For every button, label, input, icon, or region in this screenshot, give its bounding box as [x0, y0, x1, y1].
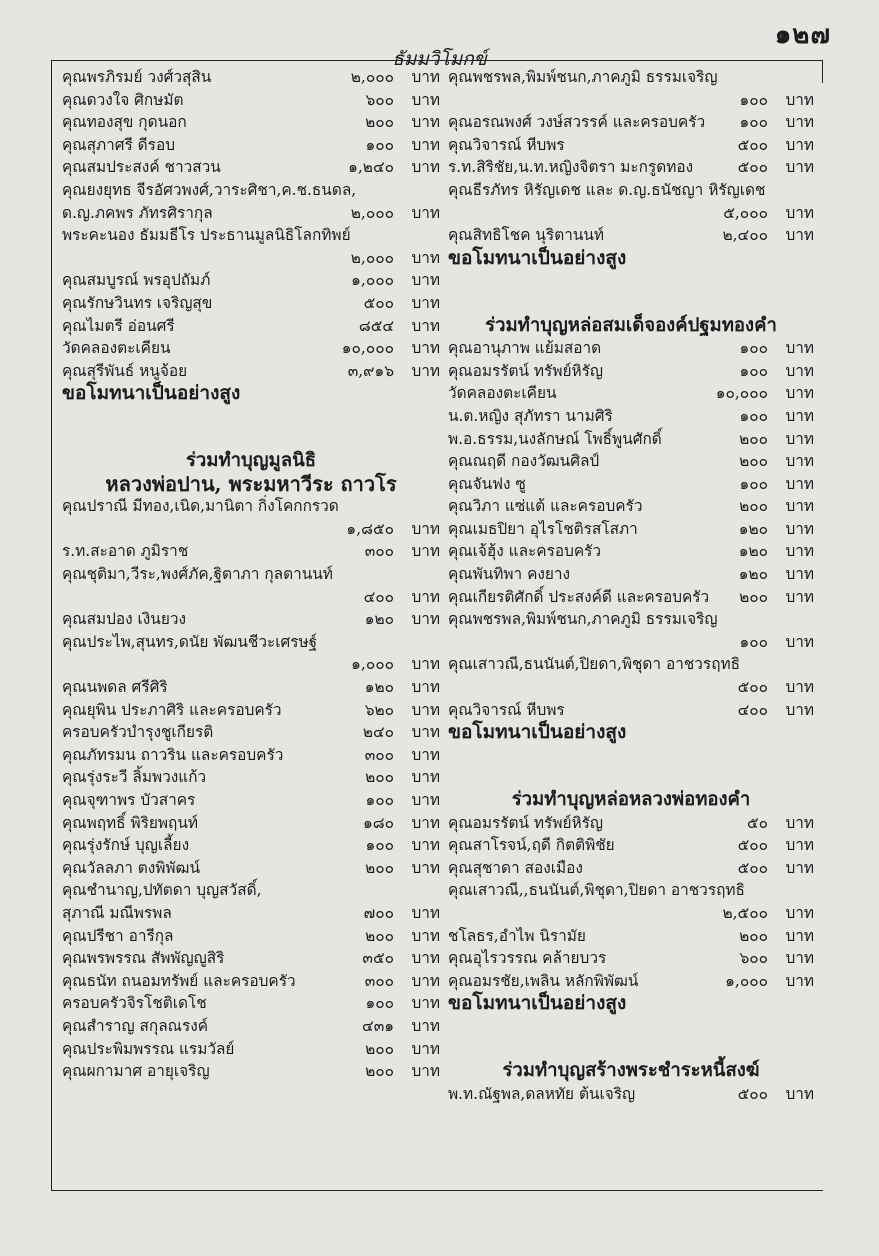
currency-unit: บาท [411, 135, 440, 154]
donor-name: คุณณฤดี กองวัฒนศิลป์ [448, 452, 600, 471]
donor-name: คุณธนัท ถนอมทรัพย์ และครอบครัว [62, 971, 296, 990]
donor-name: ด.ญ.ภคพร ภัทรศิรากุล [62, 203, 213, 222]
donor-name: คุณสมบูรณ์ พรอุปถัมภ์ [62, 271, 211, 290]
donation-amount: ๔๐๐ [737, 700, 768, 719]
donation-amount: ๒๐๐ [365, 926, 394, 945]
currency-unit: บาท [785, 135, 814, 154]
donor-entry [448, 676, 814, 699]
donation-amount: ๖๐๐ [365, 90, 394, 109]
donor-name: คุณภัทรมน ถาวริน และครอบครัว [62, 745, 284, 764]
donor-entry [448, 111, 814, 134]
donor-entry [448, 631, 814, 654]
donor-name: คุณวิจารณ์ หีบพร [448, 700, 565, 719]
currency-unit: บาท [411, 90, 440, 109]
donor-name: คุณเสาวณี,ธนนันต์,ปิยดา,พิชุดา อาชวรฤทธิ [448, 655, 741, 674]
donation-amount: ๒๐๐ [365, 768, 394, 787]
donor-name: คุณสมปอง เงินยวง [62, 610, 187, 629]
donor-name: คุณพชรพล,พิมพ์ชนก,ภาคภูมิ ธรรมเจริญ [448, 610, 718, 629]
donor-entry [448, 879, 814, 902]
donation-amount: ๓๐๐ [364, 542, 394, 561]
closing-line: ขอโมทนาเป็นอย่างสูง [448, 246, 627, 269]
donor-entry [448, 586, 814, 609]
currency-unit: บาท [411, 813, 440, 832]
donor-name: คุณวัลลภา ตงพิพัฒน์ [62, 858, 200, 877]
donor-entry [448, 1083, 814, 1106]
currency-unit: บาท [785, 452, 814, 471]
donor-entry [448, 179, 814, 202]
spacer [62, 428, 440, 451]
donor-name: คุณเจ้ฮุ้ง และครอบครัว [448, 542, 602, 561]
currency-unit: บาท [411, 1016, 440, 1035]
donor-entry [62, 744, 440, 767]
donor-entry [448, 925, 814, 948]
donor-name: คุณอุไรวรรณ คล้ายบวร [448, 949, 607, 968]
donor-entry [62, 518, 440, 541]
donation-amount: ๕๐๐ [737, 158, 768, 177]
donor-name: คุณยงยุทธ จีรอัศวพงศ์,วาระศิชา,ค.ช.ธนดล, [62, 180, 357, 199]
currency-unit: บาท [785, 836, 814, 855]
donor-name: คุณรักษวินทร เจริญสุข [62, 293, 213, 312]
donor-name: วัดคลองตะเคียน [448, 384, 557, 403]
donation-amount: ๒,๐๐๐ [350, 248, 394, 267]
donation-amount: ๑๘๐ [362, 813, 394, 832]
donor-name: คุณรุ่งระวี ลิ้มพวงแก้ว [62, 768, 207, 787]
donation-amount: ๔๓๑ [362, 1016, 394, 1035]
donor-name: ร.ท.สะอาด ภูมิราช [62, 542, 189, 561]
donation-amount: ๕๐๐ [737, 678, 768, 697]
donation-amount: ๒๐๐ [739, 587, 768, 606]
currency-unit: บาท [411, 316, 440, 335]
donor-name: ครอบครัวบำรุงชูเกียรติ [62, 723, 214, 742]
donation-amount: ๕,๐๐๐ [723, 203, 768, 222]
currency-unit: บาท [785, 949, 814, 968]
left-column [62, 66, 440, 1083]
spacer [448, 744, 814, 767]
donation-amount: ๑๐๐ [739, 474, 768, 493]
donor-entry [62, 202, 440, 225]
currency-unit: บาท [785, 1084, 814, 1103]
spacer [448, 269, 814, 292]
currency-unit: บาท [411, 203, 440, 222]
currency-unit: บาท [411, 926, 440, 945]
donation-amount: ๑๐๐ [739, 361, 768, 380]
donation-amount: ๑๒๐ [738, 565, 768, 584]
currency-unit: บาท [411, 293, 440, 312]
donation-amount: ๔๐๐ [363, 587, 394, 606]
donation-amount: ๑๒๐ [738, 542, 768, 561]
currency-unit: บาท [411, 971, 440, 990]
donation-amount: ๘๕๔ [358, 316, 394, 335]
donor-entry [62, 699, 440, 722]
donor-entry [62, 925, 440, 948]
right-border [822, 60, 823, 83]
closing-line: ขอโมทนาเป็นอย่างสูง [62, 382, 241, 405]
donor-name: ร.ท.สิริชัย,น.ท.หญิงจิตรา มะกรูดทอง [448, 158, 694, 177]
currency-unit: บาท [411, 610, 440, 629]
donor-entry [62, 66, 440, 89]
donation-amount: ๖๒๐ [364, 700, 394, 719]
donor-name: คุณชุติมา,วีระ,พงศ์ภัค,ฐิตาภา กุลตานนท์ [62, 565, 333, 584]
section-heading: ร่วมทำบุญหล่อหลวงพ่อทองคำ [511, 789, 751, 810]
donation-amount: ๑,๐๐๐ [351, 655, 394, 674]
section-heading: ร่วมทำบุญหล่อสมเด็จองค์ปฐมทองคำ [485, 314, 777, 336]
currency-unit: บาท [411, 836, 440, 855]
donor-name: คุณพรภิรมย์ วงศ์วสุสิน [62, 68, 212, 86]
top-rule [52, 60, 823, 61]
donor-entry [448, 156, 814, 179]
donor-entry [448, 224, 814, 247]
currency-unit: บาท [785, 361, 814, 380]
spacer [62, 405, 440, 428]
donor-name: คุณรุ่งรักษ์ บุญเลี้ยง [62, 836, 190, 855]
donor-entry [448, 360, 814, 383]
donor-entry [62, 89, 440, 112]
donor-name: คุณประไพ,สุนทร,ดนัย พัฒนชีวะเศรษฐ์ [62, 632, 318, 651]
donor-name: สุภาณี มณีพรพล [62, 903, 172, 922]
donor-name: ครอบครัวจิรโชติเดโช [62, 994, 207, 1013]
donor-name: คุณสุรีพันธ์ หนูจ้อย [62, 361, 188, 380]
donation-amount: ๕๐๐ [737, 858, 768, 877]
donor-entry [448, 518, 814, 541]
donor-name: พ.อ.ธรรม,นงลักษณ์ โพธิ์พูนศักดิ์ [448, 429, 662, 448]
donation-amount: ๑๒๐ [738, 519, 768, 538]
donor-entry [62, 540, 440, 563]
donor-entry [62, 857, 440, 880]
donor-entry [62, 676, 440, 699]
donor-entry [62, 1038, 440, 1061]
donor-entry [62, 947, 440, 970]
donor-name: คุณปราณี มีทอง,เนิด,มานิตา กิ่งโคกกรวด [62, 497, 339, 516]
donation-amount: ๓,๙๑๖ [347, 361, 394, 380]
currency-unit: บาท [411, 113, 440, 132]
currency-unit: บาท [785, 813, 814, 832]
donation-amount: ๕๐๐ [737, 836, 768, 855]
donor-name: คุณสุชาดา สองเมือง [448, 858, 583, 877]
donor-entry [62, 608, 440, 631]
donation-amount: ๑๐๐ [365, 836, 394, 855]
donor-name: คุณจุฑาพร บัวสาคร [62, 791, 196, 809]
donor-name: คุณปรีชา อารีกุล [62, 926, 174, 945]
donation-amount: ๒๐๐ [739, 497, 768, 516]
currency-unit: บาท [785, 903, 814, 922]
donation-amount: ๑๐๐ [739, 90, 768, 109]
donor-entry [62, 156, 440, 179]
donor-name: คุณพฤทธิ์ พิริยพฤนท์ [62, 813, 199, 832]
donor-entry [448, 653, 814, 676]
donation-amount: ๒๐๐ [365, 1062, 394, 1081]
currency-unit: บาท [411, 158, 440, 177]
donation-amount: ๑๐๐ [739, 406, 768, 425]
donation-amount: ๑๐๐ [739, 632, 768, 651]
currency-unit: บาท [411, 519, 440, 538]
donor-entry [448, 540, 814, 563]
donation-amount: ๕๐๐ [737, 135, 768, 154]
donation-amount: ๑๐๐ [739, 339, 768, 358]
currency-unit: บาท [411, 271, 440, 290]
donor-name: ชโลธร,อำไพ นิรามัย [448, 926, 586, 945]
donation-amount: ๑๐๐ [365, 791, 394, 809]
donor-entry [448, 857, 814, 880]
donor-entry [62, 111, 440, 134]
currency-unit: บาท [785, 90, 814, 109]
spacer [448, 1038, 814, 1061]
currency-unit: บาท [785, 926, 814, 945]
donor-entry [448, 902, 814, 925]
donor-name: คุณวิภา แซ่แต้ และครอบครัว [448, 497, 643, 516]
donor-name: คุณพชรพล,พิมพ์ชนก,ภาคภูมิ ธรรมเจริญ [448, 68, 718, 86]
currency-unit: บาท [785, 519, 814, 538]
donor-name: คุณอมรรัตน์ ทรัพย์หิรัญ [448, 361, 604, 380]
donor-name: คุณยุพิน ประภาศิริ และครอบครัว [62, 700, 282, 719]
donor-name: คุณจันฟง ซู [448, 474, 526, 493]
donor-entry [62, 337, 440, 360]
right-column [448, 66, 814, 1105]
donor-entry [448, 202, 814, 225]
donation-amount: ๑,๒๔๐ [348, 158, 394, 177]
donor-entry [448, 834, 814, 857]
donation-amount: ๒,๐๐๐ [350, 203, 394, 222]
donor-name: คุณผกามาศ อายุเจริญ [62, 1062, 210, 1081]
donor-name: คุณทองสุข กุดนอก [62, 113, 187, 132]
donation-amount: ๑๐๐ [365, 135, 394, 154]
donor-name: คุณพรพรรณ สัพพัญญูสิริ [62, 949, 225, 968]
donor-name: คุณอมรรัตน์ ทรัพย์หิรัญ [448, 813, 604, 832]
donation-amount: ๑,๘๕๐ [346, 519, 394, 538]
donor-name: คุณชำนาญ,ปทัตดา บุญสวัสดิ์, [62, 881, 262, 900]
donor-name: คุณอานุภาพ แย้มสอาด [448, 339, 602, 358]
donor-name: คุณวิจารณ์ หีบพร [448, 135, 565, 154]
currency-unit: บาท [785, 858, 814, 877]
currency-unit: บาท [785, 429, 814, 448]
donor-entry [448, 699, 814, 722]
left-border [51, 60, 52, 1191]
donor-entry [448, 337, 814, 360]
donation-amount: ๕๐ [746, 813, 768, 832]
donor-name: คุณนพดล ศรีศิริ [62, 678, 168, 697]
donation-amount: ๒๐๐ [365, 1039, 394, 1058]
spacer [448, 766, 814, 789]
currency-unit: บาท [411, 587, 440, 606]
donor-name: คุณสาโรจน์,ฤดี กิตติพิชัย [448, 836, 615, 855]
donor-entry [62, 834, 440, 857]
donor-entry [448, 405, 814, 428]
donor-entry [62, 134, 440, 157]
donation-amount: ๒๐๐ [739, 926, 768, 945]
currency-unit: บาท [411, 678, 440, 697]
donation-amount: ๑๒๐ [364, 678, 394, 697]
donor-name: คุณอรณพงศ์ วงษ์สวรรค์ และครอบครัว [448, 113, 706, 132]
donation-amount: ๒๔๐ [362, 723, 394, 742]
donor-entry [62, 902, 440, 925]
donor-name: คุณเมธปิยา อุไรโชติรสโสภา [448, 519, 638, 538]
currency-unit: บาท [411, 248, 440, 267]
donor-entry [62, 1015, 440, 1038]
donor-name: พระคะนอง ธัมมธีโร ประธานมูลนิธิโลกทิพย์ [62, 226, 351, 245]
currency-unit: บาท [785, 565, 814, 584]
donor-name: คุณพันทิพา คงยาง [448, 565, 571, 584]
currency-unit: บาท [411, 1039, 440, 1058]
spacer [448, 292, 814, 315]
donation-amount: ๑๐๐ [739, 113, 768, 132]
closing-line: ขอโมทนาเป็นอย่างสูง [448, 992, 627, 1015]
currency-unit: บาท [785, 158, 814, 177]
donor-entry [62, 586, 440, 609]
currency-unit: บาท [411, 68, 440, 86]
currency-unit: บาท [785, 542, 814, 561]
currency-unit: บาท [785, 384, 814, 403]
donor-name: คุณอมรชัย,เพลิน หลักพิพัฒน์ [448, 971, 639, 990]
donor-entry [62, 247, 440, 270]
currency-unit: บาท [785, 497, 814, 516]
running-head: ธัมมวิโมกข์ [392, 48, 487, 70]
currency-unit: บาท [411, 791, 440, 809]
currency-unit: บาท [411, 339, 440, 358]
donation-amount: ๗๐๐ [363, 903, 394, 922]
currency-unit: บาท [785, 678, 814, 697]
donation-amount: ๒๐๐ [739, 452, 768, 471]
currency-unit: บาท [411, 994, 440, 1013]
page-number: ๑๒๗ [774, 20, 831, 50]
donor-entry [62, 224, 440, 247]
donor-name: คุณประพิมพรรณ แรมวัลย์ [62, 1039, 235, 1058]
donor-entry [448, 450, 814, 473]
donor-entry [62, 563, 440, 586]
section-heading: ร่วมทำบุญสร้างพระชำระหนี้สงฆ์ [502, 1060, 760, 1082]
donation-amount: ๒,๐๐๐ [350, 68, 394, 86]
donor-entry [62, 766, 440, 789]
donor-entry [448, 428, 814, 451]
donor-name: คุณธีรภัทร หิรัญเดช และ ด.ญ.ธนัชญา หิรัญเดช [448, 180, 766, 199]
donor-entry [448, 947, 814, 970]
currency-unit: บาท [785, 203, 814, 222]
donor-entry [62, 631, 440, 654]
currency-unit: บาท [785, 339, 814, 358]
currency-unit: บาท [785, 226, 814, 245]
donor-entry [448, 812, 814, 835]
donation-amount: ๒๐๐ [365, 858, 394, 877]
currency-unit: บาท [411, 700, 440, 719]
section-heading: ร่วมทำบุญมูลนิธิ [185, 450, 317, 472]
currency-unit: บาท [785, 971, 814, 990]
donor-entry [62, 269, 440, 292]
donation-amount: ๒,๕๐๐ [722, 903, 768, 922]
donor-entry [62, 315, 440, 338]
donor-name: พ.ท.ณัฐพล,ดลหทัย ต้นเจริญ [448, 1084, 636, 1103]
donor-entry [62, 992, 440, 1015]
donor-entry [448, 66, 814, 89]
currency-unit: บาท [411, 361, 440, 380]
currency-unit: บาท [411, 903, 440, 922]
donor-name: คุณสุภาศรี ดีรอบ [62, 135, 175, 154]
donor-entry [62, 179, 440, 202]
donor-name: คุณเกียรติศักดิ์ ประสงค์ดี และครอบครัว [448, 587, 710, 606]
donation-amount: ๑,๐๐๐ [351, 271, 394, 290]
donor-name: คุณไมตรี อ่อนศรี [62, 316, 175, 335]
section-subheading: หลวงพ่อปาน, พระมหาวีระ ถาวโร [105, 471, 397, 496]
donor-entry [62, 653, 440, 676]
donor-entry [448, 382, 814, 405]
donor-entry [62, 789, 440, 812]
currency-unit: บาท [411, 655, 440, 674]
currency-unit: บาท [785, 632, 814, 651]
donor-entry [62, 812, 440, 835]
spacer [448, 1015, 814, 1038]
donor-name: คุณสำราญ สกุลณรงค์ [62, 1016, 209, 1035]
donor-name: คุณเสาวณี,,ธนนันต์,พิชุดา,ปิยดา อาชวรฤทธิ [448, 881, 745, 900]
currency-unit: บาท [785, 406, 814, 425]
donor-entry [62, 360, 440, 383]
donor-entry [448, 970, 814, 993]
donation-amount: ๑๒๐ [364, 610, 394, 629]
donor-entry [448, 473, 814, 496]
currency-unit: บาท [411, 949, 440, 968]
donation-amount: ๑๐,๐๐๐ [715, 384, 768, 403]
donor-entry [62, 495, 440, 518]
donation-amount: ๑๐,๐๐๐ [341, 339, 394, 358]
donor-name: น.ต.หญิง สุภัทรา นามศิริ [448, 406, 613, 425]
donor-entry [448, 134, 814, 157]
donation-amount: ๓๕๐ [362, 949, 394, 968]
donor-entry [448, 563, 814, 586]
donation-amount: ๒๐๐ [739, 429, 768, 448]
donation-amount: ๒,๔๐๐ [722, 226, 768, 245]
donor-name: วัดคลองตะเคียน [62, 339, 171, 358]
donation-amount: ๑๐๐ [365, 994, 394, 1013]
donation-amount: ๒๐๐ [365, 113, 394, 132]
donor-entry [62, 879, 440, 902]
currency-unit: บาท [411, 723, 440, 742]
bottom-rule [52, 1190, 823, 1191]
donor-entry [62, 292, 440, 315]
donation-amount: ๓๐๐ [364, 745, 394, 764]
donor-name: คุณสิทธิโชค นุริตานนท์ [448, 226, 605, 245]
donation-amount: ๕๐๐ [363, 293, 394, 312]
donor-entry [448, 608, 814, 631]
donor-name: คุณดวงใจ ศิกษมัต [62, 90, 184, 109]
donor-entry [62, 970, 440, 993]
donation-amount: ๖๐๐ [739, 949, 768, 968]
donor-name: คุณสมประสงค์ ชาวสวน [62, 158, 221, 177]
donation-amount: ๑,๐๐๐ [725, 971, 768, 990]
currency-unit: บาท [785, 474, 814, 493]
closing-line: ขอโมทนาเป็นอย่างสูง [448, 721, 627, 744]
donor-entry [62, 1060, 440, 1083]
currency-unit: บาท [411, 858, 440, 877]
currency-unit: บาท [411, 542, 440, 561]
donation-amount: ๓๐๐ [364, 971, 394, 990]
donor-entry [448, 495, 814, 518]
donor-entry [448, 89, 814, 112]
currency-unit: บาท [411, 1062, 440, 1081]
currency-unit: บาท [411, 768, 440, 787]
donation-amount: ๕๐๐ [737, 1084, 768, 1103]
currency-unit: บาท [785, 700, 814, 719]
currency-unit: บาท [785, 587, 814, 606]
donor-entry [62, 721, 440, 744]
currency-unit: บาท [411, 745, 440, 764]
currency-unit: บาท [785, 113, 814, 132]
